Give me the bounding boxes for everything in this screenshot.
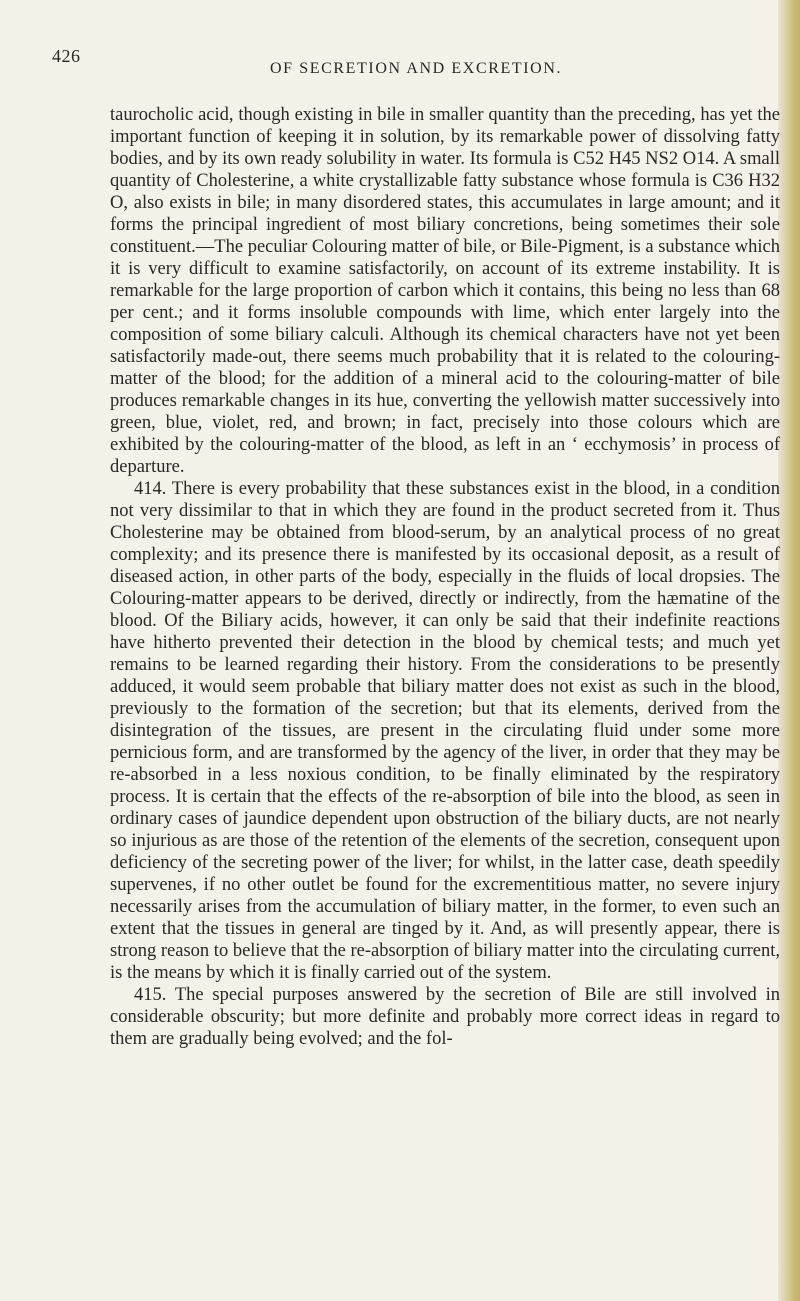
body-text (110, 104, 780, 1050)
paragraph-414: 414. There is every probability that these substances exist in the blood, in a condition not very dissimilar to that in which they are found in the product secreted from it. Thus Cholesterine may be obtained from blood-serum, by an analytical process of no great complexity; and its presence there is manifested by its occasional deposit, as a result of diseased action, in other parts of the body, especially in the fluids of local dropsies. The Colouring-matter appears to be derived, directly or indirectly, from the hæmatine of the blood. Of the Biliary acids, however, it can only be said that their indefinite reactions have hitherto prevented their detection in the blood by chemical tests; and much yet remains to be learned regarding their history. From the considerations to be presently adduced, it would seem probable that biliary matter does not exist as such in the blood, previously to the formation of the secretion; but that its elements, derived from the disintegration of the tissues, are present in the circulating fluid under some more pernicious form, and are transformed by the agency of the liver, in order that they may be re-absorbed in a less noxious condition, to be finally eliminated by the respiratory process. It is certain that the effects of the re-absorption of bile into the blood, as seen in ordinary cases of jaundice dependent upon obstruction of the biliary ducts, are not nearly so injurious as are those of the retention of the elements of the secretion, consequent upon deficiency of the secreting power of the liver; for whilst, in the latter case, death speedily supervenes, if no other outlet be found for the excrementitious matter, no severe injury necessarily arises from the accumulation of biliary matter, in the former, to even such an extent that the tissues in general are tinged by it. And, as will presently appear, there is strong reason to believe that the re-absorption of biliary matter into the circulating current, is the means by which it is finally carried out of the system. (110, 479, 780, 983)
paragraph-continuation: taurocholic acid, though existing in bile in smaller quantity than the preceding, has yet the important function of keeping it in solution, by its remarkable power of dissolving fatty bodies, and by its own ready solubility in water. Its formula is C52 H45 NS2 O14. A small quantity of Cholesterine, a white crystallizable fatty substance whose formula is C36 H32 O, also exists in bile; in many disordered states, this accumulates in large amount; and it forms the principal ingredient of most biliary concretions, being sometimes their sole constituent.—The peculiar Colouring matter of bile, or Bile-Pigment, is a substance which it is very difficult to examine satisfactorily, on account of its extreme instability. It is remarkable for the large proportion of carbon which it contains, this being no less than 68 per cent.; and it forms insoluble compounds with lime, which enter largely into the composition of some biliary calculi. Although its chemical characters have not yet been satisfactorily made-out, there seems much probability that it is related to the colouring-matter of the blood; for the addition of a mineral acid to the colouring-matter of bile produces remarkable changes in its hue, converting the yellowish matter successively into green, blue, violet, red, and brown; in fact, precisely into those colours which are exhibited by the colouring-matter of the blood, as left in an ‘ ecchymosis’ in process of departure. (110, 105, 780, 477)
paragraph-415: 415. The special purposes answered by the secretion of Bile are still involved in considerable obscurity; but more definite and probably more correct ideas in regard to them are gradually being evolved; and the fol- (110, 985, 780, 1049)
running-head: OF SECRETION AND EXCRETION. (270, 60, 563, 77)
page-number: 426 (52, 46, 81, 66)
page-edge (778, 0, 800, 1301)
